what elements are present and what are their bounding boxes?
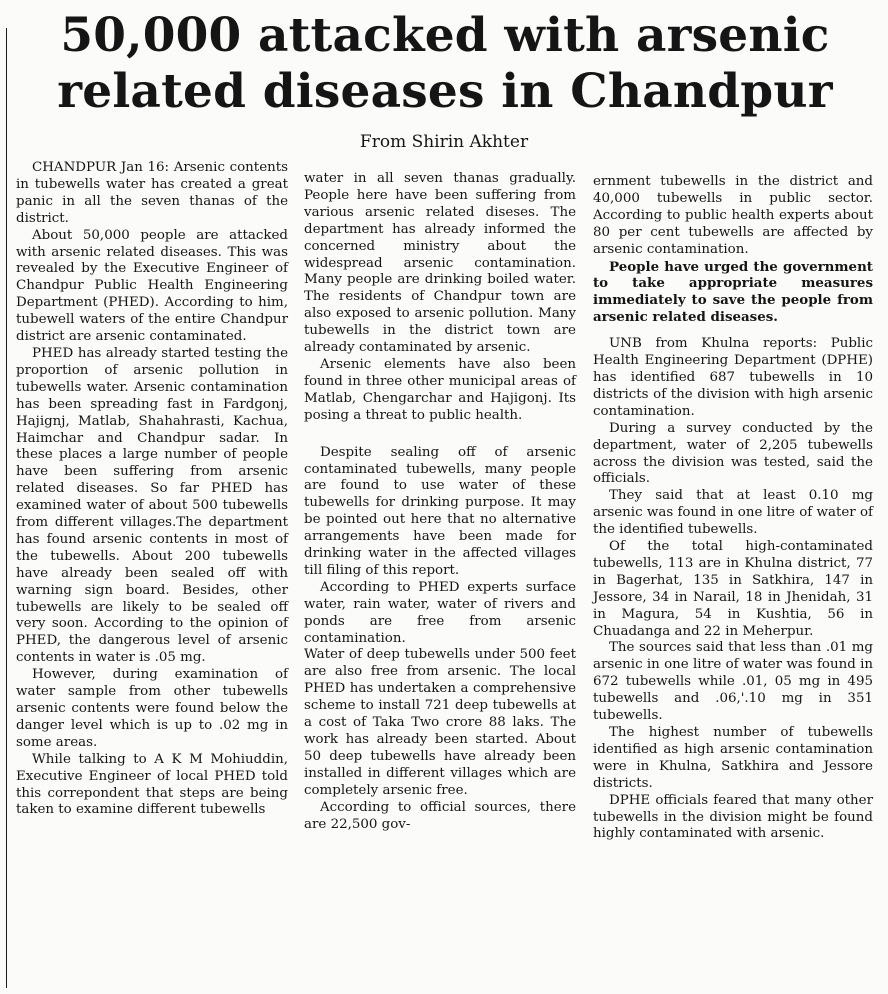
paragraph: water in all seven thanas gradually. People here have been suffering from various arsenic related diseses. The department has already informed the concerned ministry about the widespread arsenic contamination. Many people are drinking boiled water. The residents of Chandpur town are also exposed to arsenic pollution. Many tubewells in the district town are already contaminated by arsenic. [304,171,576,356]
paragraph: People have urged the government to take appropriate measures immediately to save the people from arsenic related diseases. [593,258,873,326]
headline: 50,000 attacked with arsenic related diseases in Chandpur [57,8,833,119]
article-column-3 [593,174,873,843]
byline: From Shirin Akhter [359,132,529,152]
paragraph: The sources said that less than .01 mg arsenic in one litre of water was found in 672 tubewells while .01, 05 mg in 495 tubewells and .06,'.10 mg in 351 tubewells. [593,640,873,724]
paragraph: UNB from Khulna reports: Public Health Engineering Department (DPHE) has identified 687 tubewells in 10 districts of the division with high arsenic contamination. [593,336,873,419]
section-gap [593,326,873,336]
paragraph: During a survey conducted by the department, water of 2,205 tubewells across the division was tested, said the officials. [593,420,873,487]
paragraph: Water of deep tubewells under 500 feet are also free from arsenic. The local PHED has undertaken a comprehensive scheme to install 721 deep tubewells at a cost of Taka Two crore 88 laks. The work has already been started. About 50 deep tubewells have already been installed in different villages which are completely arsenic free. [304,647,576,798]
paragraph: Arsenic elements have also been found in three other municipal areas of Matlab, Chengarchar and Hajigonj. Its posing a threat to public health. [304,356,576,423]
paragraph: DPHE officials feared that many other tubewells in the division might be found highly contaminated with arsenic. [593,792,873,842]
paragraph: Despite sealing off of arsenic contaminated tubewells, many people are found to use water of these tubewells for drinking purpose. It may be pointed out here that no alternative arrangements have been made for drinking water in the affected villages till filing of this report. [304,444,576,578]
paragraph: While talking to A K M Mohiuddin, Executive Engineer of local PHED told this correpondent that steps are being taken to examine different tubewells [16,751,288,818]
paragraph: They said that at least 0.10 mg arsenic was found in one litre of water of the identified tubewells. [593,488,873,538]
paragraph: CHANDPUR Jan 16: Arsenic contents in tubewells water has created a great panic in all the seven thanas of the district. [16,160,288,226]
paragraph: PHED has already started testing the proportion of arsenic pollution in tubewells water. Arsenic contamination has been spreading fast in Fardgonj, Hajignj, Matlab, Shahahrasti, Kachua, Haimchar and Chandpur sadar. In these places a large number of people have been suffering from arsenic related diseases. So far PHED has examined water of about 500 tubewells from different villages.The department has found arsenic contents in most of the tubewells. About 200 tubewells have already been sealed off with warning sign board. Besides, other tubewells are likely to be sealed off very soon. According to the opinion of PHED, the dangerous level of arsenic contents in water is .05 mg. [16,345,288,666]
paragraph: According to official sources, there are 22,500 gov- [304,799,576,832]
paragraph: According to PHED experts surface water, rain water, water of rivers and ponds are free from arsenic contamination. [304,579,576,646]
paragraph: The highest number of tubewells identified as high arsenic contamination were in Khulna, Satkhira and Jessore districts. [593,725,873,791]
paragraph: About 50,000 people are attacked with arsenic related diseases. This was revealed by the Executive Engineer of Chandpur Public Health Engineering Department (PHED). According to him, tubewell waters of the entire Chandpur district are arsenic contaminated. [16,227,288,345]
article-column-2 [304,171,576,833]
column-border-rule [6,28,7,988]
paragraph: Of the total high-contaminated tubewells, 113 are in Khulna district, 77 in Bagerhat, 135 in Satkhira, 147 in Jessore, 34 in Narail, 18 in Jhenidah, 31 in Magura, 54 in Kushtia, 56 in Chuadanga and 22 in Meherpur. [593,539,873,639]
paragraph: However, during examination of water sample from other tubewells arsenic contents were found below the danger level which is up to .02 mg in some areas. [16,667,288,750]
article-column-1 [16,160,288,819]
section-gap [304,425,576,445]
paragraph: ernment tubewells in the district and 40,000 tubewells in public sector. According to public health experts about 80 per cent tubewells are affected by arsenic contamination. [593,174,873,257]
